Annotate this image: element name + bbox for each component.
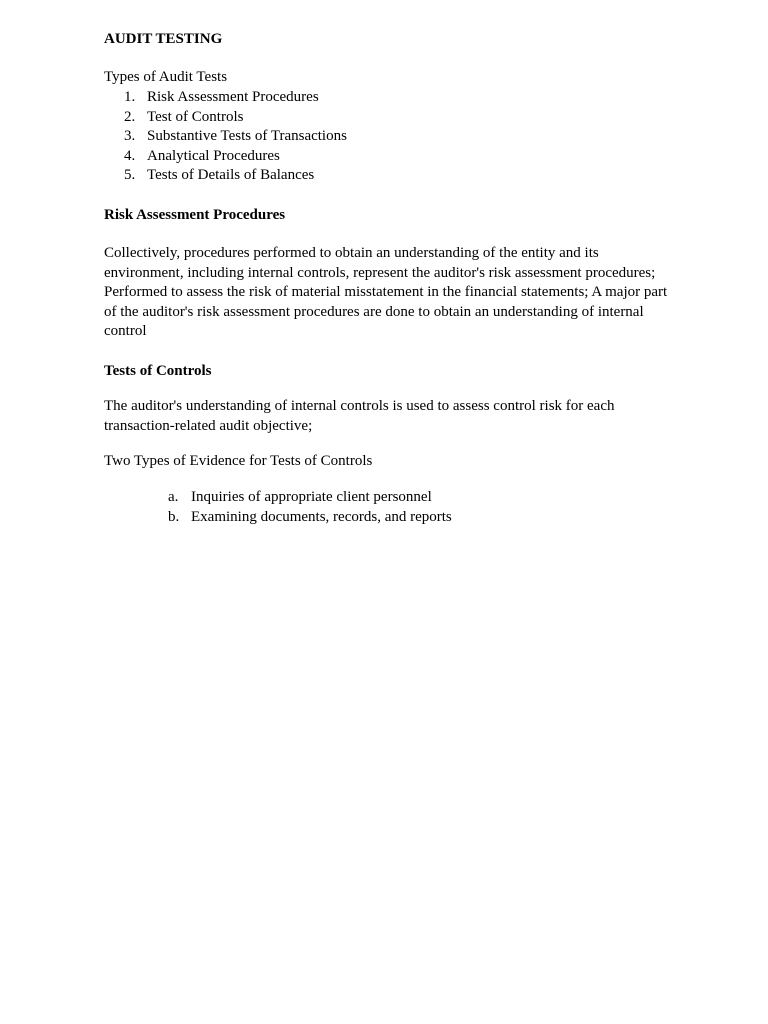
document-title: AUDIT TESTING [104, 31, 223, 47]
list-item-text: Test of Controls [147, 108, 244, 125]
list-item [124, 127, 347, 147]
tests-of-controls-paragraph [104, 397, 704, 436]
list-item-text: Examining documents, records, and reports [191, 509, 452, 525]
list-marker: b. [168, 509, 180, 525]
paragraph-line: Performed to assess the risk of material misstatement in the financial statements; A major part [104, 284, 668, 300]
list-item [124, 108, 243, 128]
list-marker: 5. [124, 167, 136, 183]
list-item-text: Substantive Tests of Transactions [147, 128, 347, 144]
types-intro: Types of Audit Tests [104, 69, 228, 85]
list-item-text: Analytical Procedures [147, 147, 280, 164]
list-item-text: Risk Assessment Procedures [147, 89, 319, 105]
section-heading-tests-of-controls: Tests of Controls [104, 363, 212, 379]
list-item [168, 508, 452, 528]
list-item [124, 166, 314, 186]
risk-assessment-paragraph [104, 244, 704, 342]
paragraph-line: control [104, 323, 147, 339]
paragraph-line: The auditor's understanding of internal controls is used to assess control risk for each [104, 398, 615, 414]
list-marker: 3. [124, 128, 136, 144]
list-marker: 4. [124, 147, 136, 164]
list-item [168, 488, 432, 508]
list-item [124, 147, 280, 167]
list-item [124, 88, 319, 108]
section-heading-risk-assessment: Risk Assessment Procedures [104, 207, 286, 223]
list-marker: 1. [124, 89, 136, 105]
paragraph-line: of the auditor's risk assessment procedures are done to obtain an understanding of internal [104, 303, 644, 320]
list-marker: 2. [124, 108, 136, 125]
list-marker: a. [168, 489, 179, 505]
list-item-text: Inquiries of appropriate client personnel [191, 489, 432, 505]
paragraph-line: environment, including internal controls, represent the auditor's risk assessment procedures; [104, 264, 656, 281]
paragraph-line: Collectively, procedures performed to obtain an understanding of the entity and its [104, 245, 599, 261]
list-item-text: Tests of Details of Balances [147, 167, 315, 183]
paragraph-line: transaction-related audit objective; [104, 417, 313, 434]
evidence-intro: Two Types of Evidence for Tests of Controls [104, 453, 373, 469]
